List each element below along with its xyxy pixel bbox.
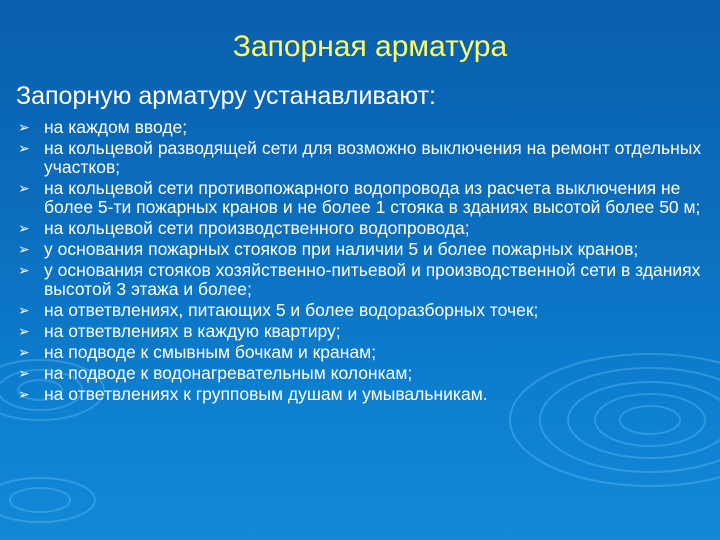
arrow-bullet-icon: ➢ <box>18 220 30 236</box>
arrow-bullet-icon: ➢ <box>18 262 30 278</box>
arrow-bullet-icon: ➢ <box>18 302 30 318</box>
list-item-text: на кольцевой сети производственного водопровода; <box>44 218 470 238</box>
list-item <box>18 322 708 341</box>
list-item <box>18 343 708 362</box>
list-item-text: на ответвлениях в каждую квартиру; <box>44 321 341 341</box>
list-item-text: на ответвлениях к групповым душам и умывальникам. <box>44 384 488 404</box>
arrow-bullet-icon: ➢ <box>18 365 30 381</box>
arrow-bullet-icon: ➢ <box>18 241 30 257</box>
list-item <box>18 261 708 299</box>
list-item <box>18 139 708 177</box>
list-item <box>18 364 708 383</box>
list-item-text: у основания стояков хозяйственно-питьевой и производственной сети в зданиях высотой 3 этажа и более; <box>44 260 701 299</box>
list-item-text: на каждом вводе; <box>44 117 188 137</box>
list-item <box>18 118 708 137</box>
arrow-bullet-icon: ➢ <box>18 119 30 135</box>
list-item-text: у основания пожарных стояков при наличии 5 и более пожарных кранов; <box>44 239 639 259</box>
arrow-bullet-icon: ➢ <box>18 140 30 156</box>
arrow-bullet-icon: ➢ <box>18 180 30 196</box>
arrow-bullet-icon: ➢ <box>18 386 30 402</box>
list-item <box>18 301 708 320</box>
list-item-text: на кольцевой сети противопожарного водопровода из расчета выключения не более 5-ти пожарных кранов и не более 1 стояка в зданиях высотой более 50 м; <box>44 178 701 217</box>
list-item-text: на кольцевой разводящей сети для возможно выключения на ремонт отдельных участков; <box>44 138 702 177</box>
arrow-bullet-icon: ➢ <box>18 344 30 360</box>
list-item-text: на подводе к водонагревательным колонкам; <box>44 363 413 383</box>
list-item-text: на ответвлениях, питающих 5 и более водоразборных точек; <box>44 300 539 320</box>
list-item <box>18 219 708 238</box>
list-item <box>18 385 708 404</box>
arrow-bullet-icon: ➢ <box>18 323 30 339</box>
list-item-text: на подводе к смывным бочкам и кранам; <box>44 342 377 362</box>
list-item <box>18 240 708 259</box>
list-item <box>18 179 708 217</box>
bullet-list <box>18 118 708 406</box>
slide-subtitle: Запорную арматуру устанавливают: <box>16 82 436 110</box>
slide-title: Запорная арматура <box>232 30 508 63</box>
